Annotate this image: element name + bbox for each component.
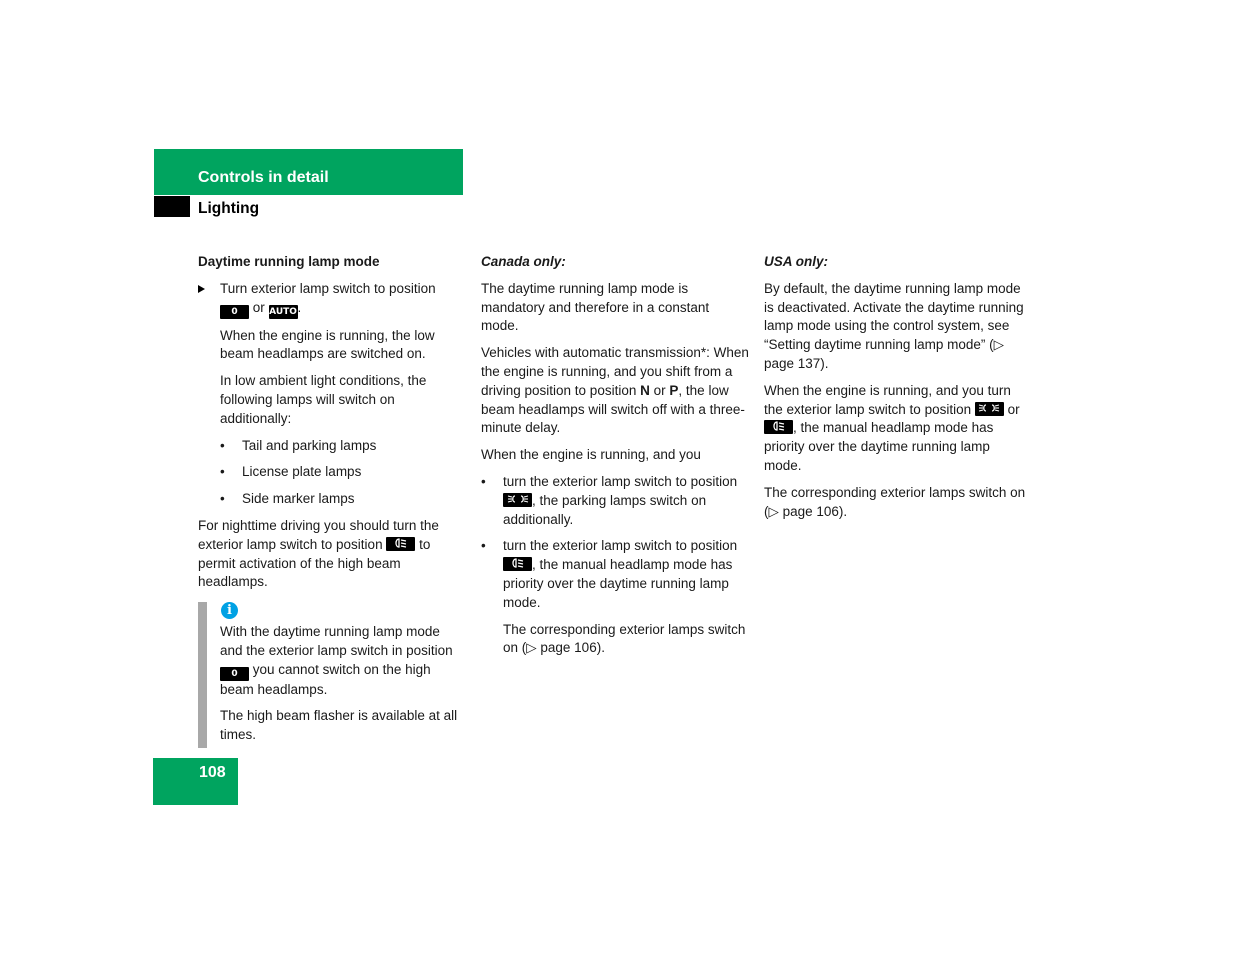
nighttime-text-b: to permit activation of the high beam headlamps. xyxy=(198,536,431,590)
list-item: • License plate lamps xyxy=(220,463,466,482)
note-body xyxy=(220,602,466,745)
column-3 xyxy=(764,253,1030,529)
note-side-bar xyxy=(198,602,207,748)
canada-p2-or: or xyxy=(653,382,666,398)
usa-heading: USA only: xyxy=(764,254,828,269)
canada-b2-text-a: turn the exterior lamp switch to position xyxy=(503,538,738,554)
column-1 xyxy=(198,253,466,600)
canada-paragraph-3: When the engine is running, and you xyxy=(481,447,701,463)
gear-p-label: P xyxy=(669,382,679,398)
note-paragraph-2: The high beam flasher is available at all times. xyxy=(220,708,458,743)
usa-paragraph-3: The corresponding exterior lamps switch on (▷ page 106). xyxy=(764,484,1026,519)
subsection-marker xyxy=(154,196,190,217)
switch-position-0-icon: 0 xyxy=(220,305,249,319)
note-text-a: With the daytime running lamp mode and the exterior lamp switch in position xyxy=(220,624,453,658)
usa-p2-or: or xyxy=(1007,401,1020,417)
list-item xyxy=(481,537,749,612)
switch-position-0-icon: 0 xyxy=(220,667,249,681)
list-item: • Tail and parking lamps xyxy=(220,437,466,456)
column-2 xyxy=(481,253,749,666)
info-note xyxy=(198,602,466,753)
canada-b1-text-a: turn the exterior lamp switch to position xyxy=(503,473,738,489)
note-paragraph-1 xyxy=(220,623,466,699)
low-beam-icon xyxy=(386,537,415,551)
low-beam-icon xyxy=(503,557,532,571)
step-end: . xyxy=(297,299,302,315)
canada-heading: Canada only: xyxy=(481,254,566,269)
canada-b1-text-b: , the parking lamps switch on additionally. xyxy=(503,492,707,527)
info-icon: i xyxy=(221,602,238,619)
section-title: Controls in detail xyxy=(198,169,329,186)
page-number: 108 xyxy=(199,764,226,781)
column-1-heading: Daytime running lamp mode xyxy=(198,254,380,269)
canada-paragraph-2 xyxy=(481,344,749,438)
list-item xyxy=(481,473,749,529)
canada-paragraph-1: The daytime running lamp mode is mandatory and therefore in a constant mode. xyxy=(481,280,710,334)
usa-paragraph-1: By default, the daytime running lamp mode is deactivated. Activate the daytime running lamp mode using the control system, see “Setting daytime running lamp mode” (▷ page 137). xyxy=(764,280,1024,371)
usa-p2-text-b: , the manual headlamp mode has priority over the daytime running lamp mode. xyxy=(764,420,994,473)
ambient-light-paragraph: In low ambient light conditions, the following lamps will switch on additionally: xyxy=(220,373,427,426)
step-text: Turn exterior lamp switch to position xyxy=(220,280,436,296)
step-triangle-icon xyxy=(198,285,205,293)
canada-p2-text-a: Vehicles with automatic transmission*: When the engine is running, and you shift from a driving position to position xyxy=(481,345,749,398)
canada-b2-text-b: , the manual headlamp mode has priority over the daytime running lamp mode. xyxy=(503,557,733,610)
gear-n-label: N xyxy=(640,382,650,398)
list-item: • Side marker lamps xyxy=(220,490,466,509)
nighttime-paragraph xyxy=(198,517,466,592)
canada-conditions-list xyxy=(481,473,749,613)
canada-paragraph-4: The corresponding exterior lamps switch on (▷ page 106). xyxy=(503,621,746,656)
subsection-title: Lighting xyxy=(198,200,260,217)
usa-paragraph-2 xyxy=(764,382,1030,476)
low-beam-icon xyxy=(764,420,793,434)
nighttime-text-a: For nighttime driving you should turn the exterior lamp switch to position xyxy=(198,517,439,552)
usa-p2-text-a: When the engine is running, and you turn the exterior lamp switch to position xyxy=(764,382,1011,417)
switch-position-auto-icon: AUTO xyxy=(269,306,297,317)
parking-lamp-icon xyxy=(503,493,532,507)
additional-lamps-list xyxy=(198,437,466,509)
instruction-step xyxy=(198,280,466,319)
canada-p2-text-b: , the low beam headlamps will switch off with a three-minute delay. xyxy=(481,382,745,436)
low-beam-paragraph: When the engine is running, the low beam headlamps are switched on. xyxy=(220,327,435,362)
step-or: or xyxy=(252,299,265,315)
parking-lamp-icon xyxy=(975,402,1004,416)
note-text-b: you cannot switch on the high beam headlamps. xyxy=(220,661,431,697)
